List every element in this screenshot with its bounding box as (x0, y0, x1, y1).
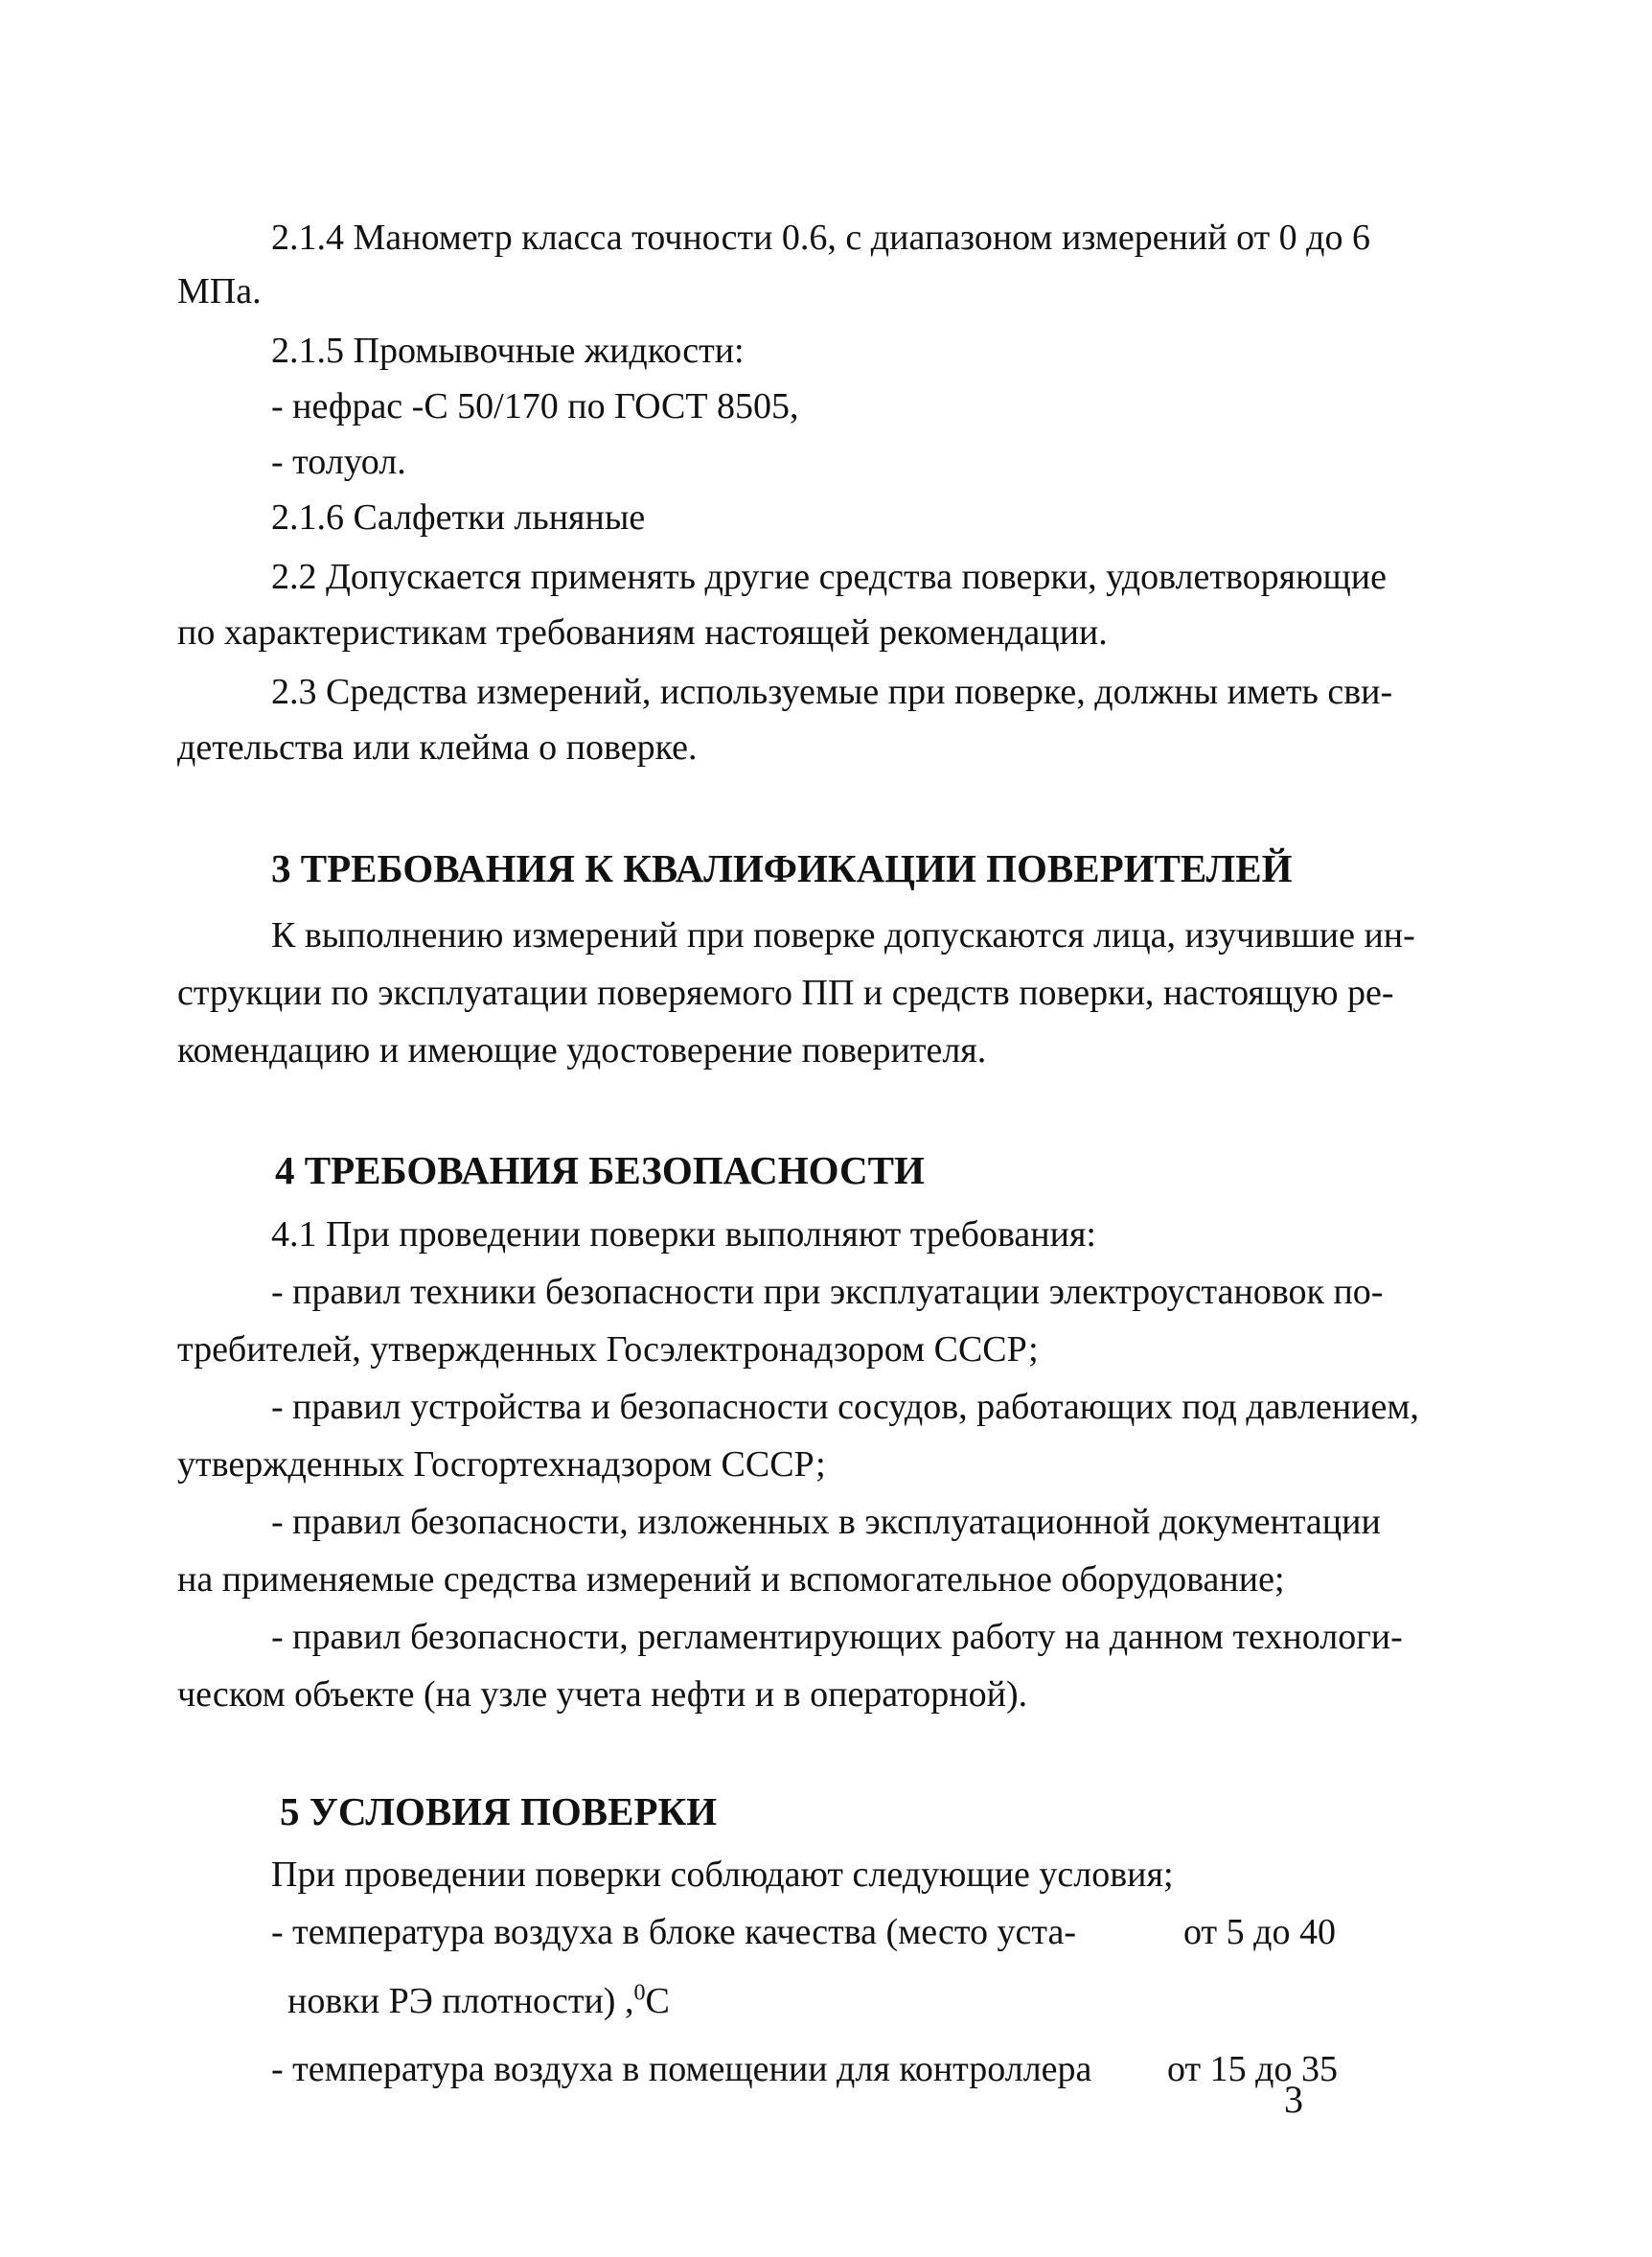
condition-2-value: от 15 до 35 (1167, 2049, 1338, 2089)
section-5-heading: 5 УСЛОВИЯ ПОВЕРКИ (280, 1789, 718, 1833)
section-3-heading: 3 ТРЕБОВАНИЯ К КВАЛИФИКАЦИИ ПОВЕРИТЕЛЕЙ (271, 846, 1293, 890)
section-3-line-2: струкции по эксплуатации поверяемого ПП и средств поверки, настоящую ре- (177, 973, 1394, 1013)
paragraph-4-1: 4.1 При проведении поверки выполняют требования: (271, 1214, 1096, 1255)
paragraph-2-2-line-1: 2.2 Допускается применять другие средства поверки, удовлетворяющие (271, 557, 1388, 597)
safety-item-1-line-1: - правил техники безопасности при эксплуатации электроустановок по- (271, 1272, 1384, 1312)
safety-item-4-line-1: - правил безопасности, регламентирующих работу на данном технологи- (271, 1617, 1403, 1657)
conditions-intro: При проведении поверки соблюдают следующие условия; (271, 1854, 1174, 1895)
condition-1-label-line-1: - температура воздуха в блоке качества (место уста- (271, 1912, 1076, 1952)
section-3-line-1: К выполнению измерений при поверке допускаются лица, изучившие ин- (271, 915, 1415, 956)
paragraph-2-3-line-1: 2.3 Средства измерений, используемые при поверке, должны иметь сви- (271, 672, 1393, 712)
paragraph-2-1-5: 2.1.5 Промывочные жидкости: (271, 331, 745, 371)
paragraph-2-1-6: 2.1.6 Салфетки льняные (271, 497, 646, 538)
paragraph-2-1-4-line-2: МПа. (177, 271, 262, 311)
condition-1-label-line-2 (287, 1976, 670, 2026)
condition-2-label: - температура воздуха в помещении для контроллера (271, 2049, 1092, 2089)
condition-1-label-text: новки РЭ плотности) , (287, 1981, 634, 2021)
page-number: 3 (1284, 2078, 1303, 2121)
list-item-toluol: - толуол. (271, 442, 406, 482)
list-item-nefras: - нефрас -С 50/170 по ГОСТ 8505, (271, 386, 799, 426)
safety-item-3-line-2: на применяемые средства измерений и вспомогательное оборудование; (177, 1559, 1285, 1600)
safety-item-4-line-2: ческом объекте (на узле учета нефти и в операторной). (177, 1674, 1028, 1715)
paragraph-2-3-line-2: детельства или клейма о поверке. (177, 727, 698, 768)
safety-item-2-line-2: утвержденных Госгортехнадзором СССР; (177, 1444, 826, 1485)
condition-1-value: от 5 до 40 (1183, 1912, 1336, 1952)
safety-item-3-line-1: - правил безопасности, изложенных в эксплуатационной документации (271, 1502, 1381, 1542)
paragraph-2-1-4-line-1: 2.1.4 Манометр класса точности 0.6, с диапазоном измерений от 0 до 6 (271, 218, 1371, 258)
section-4-heading: 4 ТРЕБОВАНИЯ БЕЗОПАСНОСТИ (275, 1148, 925, 1192)
paragraph-2-2-line-2: по характеристикам требованиям настоящей рекомендации. (177, 612, 1108, 653)
condition-1-unit: С (645, 1981, 670, 2021)
safety-item-1-line-2: требителей, утвержденных Госэлектронадзором СССР; (177, 1329, 1039, 1370)
safety-item-2-line-1: - правил устройства и безопасности сосудов, работающих под давлением, (271, 1387, 1419, 1427)
section-3-line-3: комендацию и имеющие удостоверение поверителя. (177, 1030, 987, 1071)
degree-superscript: 0 (633, 1980, 646, 2006)
